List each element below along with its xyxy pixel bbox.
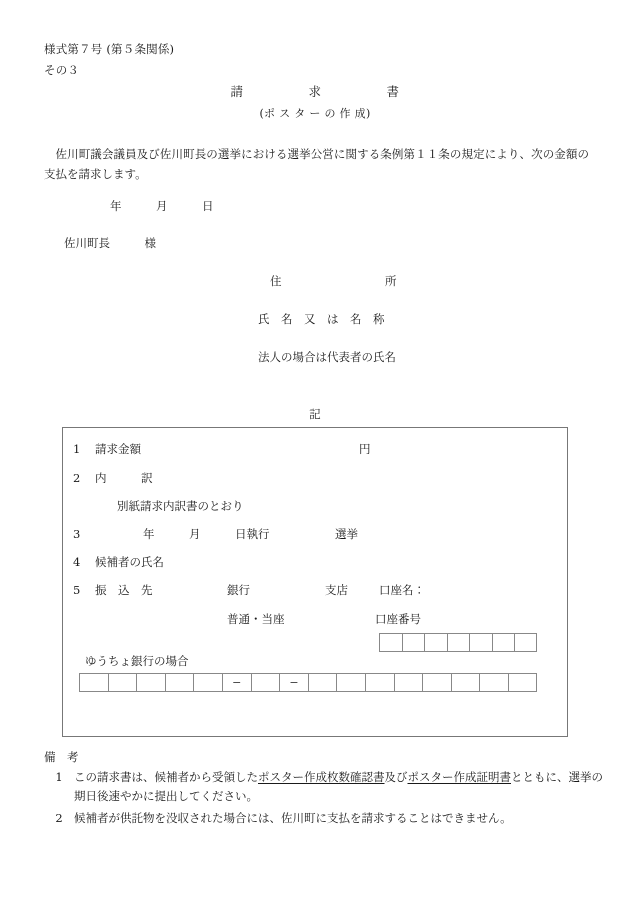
item5-account-number-label: 口座番号 [375, 612, 421, 626]
corporate-representative-note: 法人の場合は代表者の氏名 [258, 350, 396, 364]
yucho-account-cell-8[interactable]: − [279, 673, 308, 692]
item3-election-label: 選挙 [335, 527, 358, 541]
note-number: 2 [55, 810, 63, 825]
yucho-account-cell-11[interactable] [365, 673, 394, 692]
address-label: 住 所 [270, 274, 397, 288]
item5-account-name-label: 口座名： [379, 583, 425, 597]
item2-number: 2 [73, 471, 81, 485]
yucho-account-cell-9[interactable] [308, 673, 337, 692]
yucho-account-cell-13[interactable] [422, 673, 451, 692]
note-item [44, 809, 604, 829]
form-series: その３ [44, 63, 80, 77]
item5-label: 振 込 先 [95, 583, 153, 597]
note-text: 候補者が供託物を没収された場合には、佐川町に支払を請求することはできません。 [74, 810, 512, 825]
notes-section [44, 752, 604, 830]
note-text [74, 768, 604, 807]
yucho-account-cell-6[interactable]: − [222, 673, 251, 692]
body-paragraph: 佐川町議会議員及び佐川町長の選挙における選挙公営に関する条例第１１条の規定により、次の金額の支払を請求します。 [44, 147, 589, 182]
yucho-account-cell-10[interactable] [336, 673, 365, 692]
item3-number: 3 [73, 527, 81, 541]
yucho-account-cell-15[interactable] [479, 673, 508, 692]
account-number-cell-1[interactable] [379, 633, 402, 652]
yucho-account-cell-grid[interactable] [79, 673, 537, 692]
page-subtitle: (ポ ス タ ー の 作 成) [259, 107, 371, 120]
item5-number: 5 [73, 583, 81, 597]
page-title: 請 求 書 [230, 84, 400, 99]
date-line: 年 月 日 [110, 199, 214, 213]
account-number-cell-3[interactable] [424, 633, 447, 652]
yucho-account-cell-12[interactable] [394, 673, 423, 692]
item4-label: 候補者の氏名 [95, 555, 164, 569]
account-number-cell-grid[interactable] [379, 633, 537, 652]
item4-number: 4 [73, 555, 81, 569]
yucho-account-cell-1[interactable] [79, 673, 108, 692]
item2-note: 別紙請求内訳書のとおり [117, 499, 244, 513]
yucho-account-cell-3[interactable] [136, 673, 165, 692]
yucho-account-cell-16[interactable] [508, 673, 537, 692]
yucho-account-cell-7[interactable] [251, 673, 280, 692]
notes-heading: 備 考 [44, 750, 79, 764]
yucho-account-cell-5[interactable] [193, 673, 222, 692]
note1-underlined-doc-2: ポスター作成証明書 [407, 769, 511, 784]
item1-currency-unit: 円 [359, 442, 371, 456]
name-label: 氏 名 又 は 名 称 [258, 312, 385, 326]
item1-label: 請求金額 [95, 442, 141, 456]
item5-bank-label: 銀行 [227, 583, 250, 597]
item3-execution-date: 年 月 日執行 [143, 527, 270, 541]
addressee-line: 佐川町長 様 [64, 236, 156, 250]
account-number-cell-2[interactable] [402, 633, 425, 652]
item5-branch-label: 支店 [325, 583, 348, 597]
note1-underlined-doc-1: ポスター作成枚数確認書 [258, 769, 385, 784]
note1-text-after: とともに、選挙の期日後速やかに提出してください。 [74, 769, 603, 804]
account-number-cell-4[interactable] [447, 633, 470, 652]
form-number: 様式第７号 (第５条関係) [44, 42, 175, 56]
account-number-cell-6[interactable] [492, 633, 515, 652]
note1-text-middle: 及び [384, 769, 408, 784]
record-heading: 記 [309, 407, 321, 421]
yucho-account-cell-14[interactable] [451, 673, 480, 692]
note1-text-before: この請求書は、候補者から受領した [74, 769, 258, 784]
yucho-account-cell-4[interactable] [165, 673, 194, 692]
note-item [44, 768, 604, 807]
details-box [62, 427, 568, 737]
yucho-account-cell-2[interactable] [108, 673, 137, 692]
note-number: 1 [55, 769, 63, 784]
account-number-cell-5[interactable] [469, 633, 492, 652]
yucho-bank-label: ゆうちょ銀行の場合 [85, 654, 189, 668]
item2-label: 内 訳 [95, 471, 153, 485]
item5-account-type-label: 普通・当座 [227, 612, 285, 626]
item1-number: 1 [73, 442, 81, 456]
account-number-cell-7[interactable] [514, 633, 537, 652]
